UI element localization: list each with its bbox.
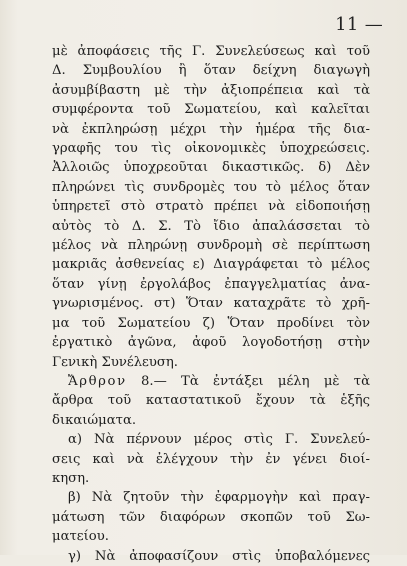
list-item-line: σεις καὶ νὰ ἐλέγχουν τὴν ἐν γένει διοί- [52, 451, 370, 467]
list-item-line: β) Νὰ ζητοῦν τὴν ἐφαρμογὴν καὶ πραγ- [68, 490, 370, 506]
text-line: ὑπηρετεῖ στὸ στρατὸ πρέπει νὰ εἰδοποιήσῃ [52, 199, 370, 215]
text-line: μέλος νὰ πληρώνῃ συνδρομὴ σὲ περίπτωση [52, 238, 370, 254]
list-item-line: α) Νὰ πέρνουν μέρος στὶς Γ. Συνελεύ- [68, 432, 370, 448]
list-item-line: γ) Νὰ ἀποφασίζουν στὶς ὑποβαλόμενες [68, 548, 370, 564]
text-line: Ἀλλοιῶς ὑποχρεοῦται δικαστικῶς. δ) Δὲν [52, 160, 370, 176]
text-line: νὰ ἐκπληρώσῃ μέχρι τὴν ἡμέρα τῆς δια- [52, 121, 370, 137]
text-line: μα τοῦ Σωματείου ζ) Ὅταν προδίνει τὸν [52, 315, 370, 331]
text-line: Γενικὴ Συνέλευση. [52, 354, 178, 370]
text-line: μακριᾶς ἀσθενείας ε) Διαγράφεται τὸ μέλος [52, 257, 370, 273]
page-body-text [52, 42, 370, 566]
text-line: πληρώνει τὶς συνδρομὲς του τὸ μέλος ὅταν [52, 179, 370, 195]
list-item-line: μάτωση τῶν διαφόρων σκοπῶν τοῦ Σω- [52, 509, 370, 525]
article-line: ἄρθρα τοῦ καταστατικοῦ ἔχουν τὰ ἑξῆς [52, 393, 370, 409]
article-text-first: 8.— Τὰ ἐντάξει μέλη μὲ τὰ [140, 373, 370, 389]
page-number: 11 — [335, 14, 383, 35]
article-line: δικαιώματα. [52, 412, 137, 428]
text-line: ἐργατικὸ ἀγῶνα, ἀφοῦ λογοδοτήσῃ στὴν [52, 335, 370, 351]
text-line: ὅταν γίνῃ ἐργολάβος ἐπαγγελματίας ἀνα- [52, 276, 370, 292]
text-line: ἀσυμβίβαστη μὲ τὴν ἀξιοπρέπεια καὶ τὰ [52, 82, 370, 98]
text-line: συμφέροντα τοῦ Σωματείου, καὶ καλεῖται [52, 102, 370, 118]
text-line: μὲ ἀποφάσεις τῆς Γ. Συνελεύσεως καὶ τοῦ [52, 44, 370, 59]
text-line: γραφῆς του τὶς οἰκονομικὲς ὑποχρεώσεις. [52, 141, 370, 157]
article-label: Ἄρθρον [68, 373, 127, 389]
article-heading-line [52, 372, 370, 391]
list-item-line: κηση. [52, 470, 90, 486]
text-line: γνωρισμένος. στ) Ὅταν καταχρᾶτε τὸ χρῆ- [52, 296, 370, 312]
text-line: Δ. Συμβουλίου ἢ ὅταν δείχνη διαγωγὴ [52, 63, 370, 79]
text-line: αὐτὸς τὸ Δ. Σ. Τὸ ἴδιο ἀπαλάσσεται τὸ [52, 218, 370, 234]
list-item-line: ματείου. [52, 529, 109, 545]
